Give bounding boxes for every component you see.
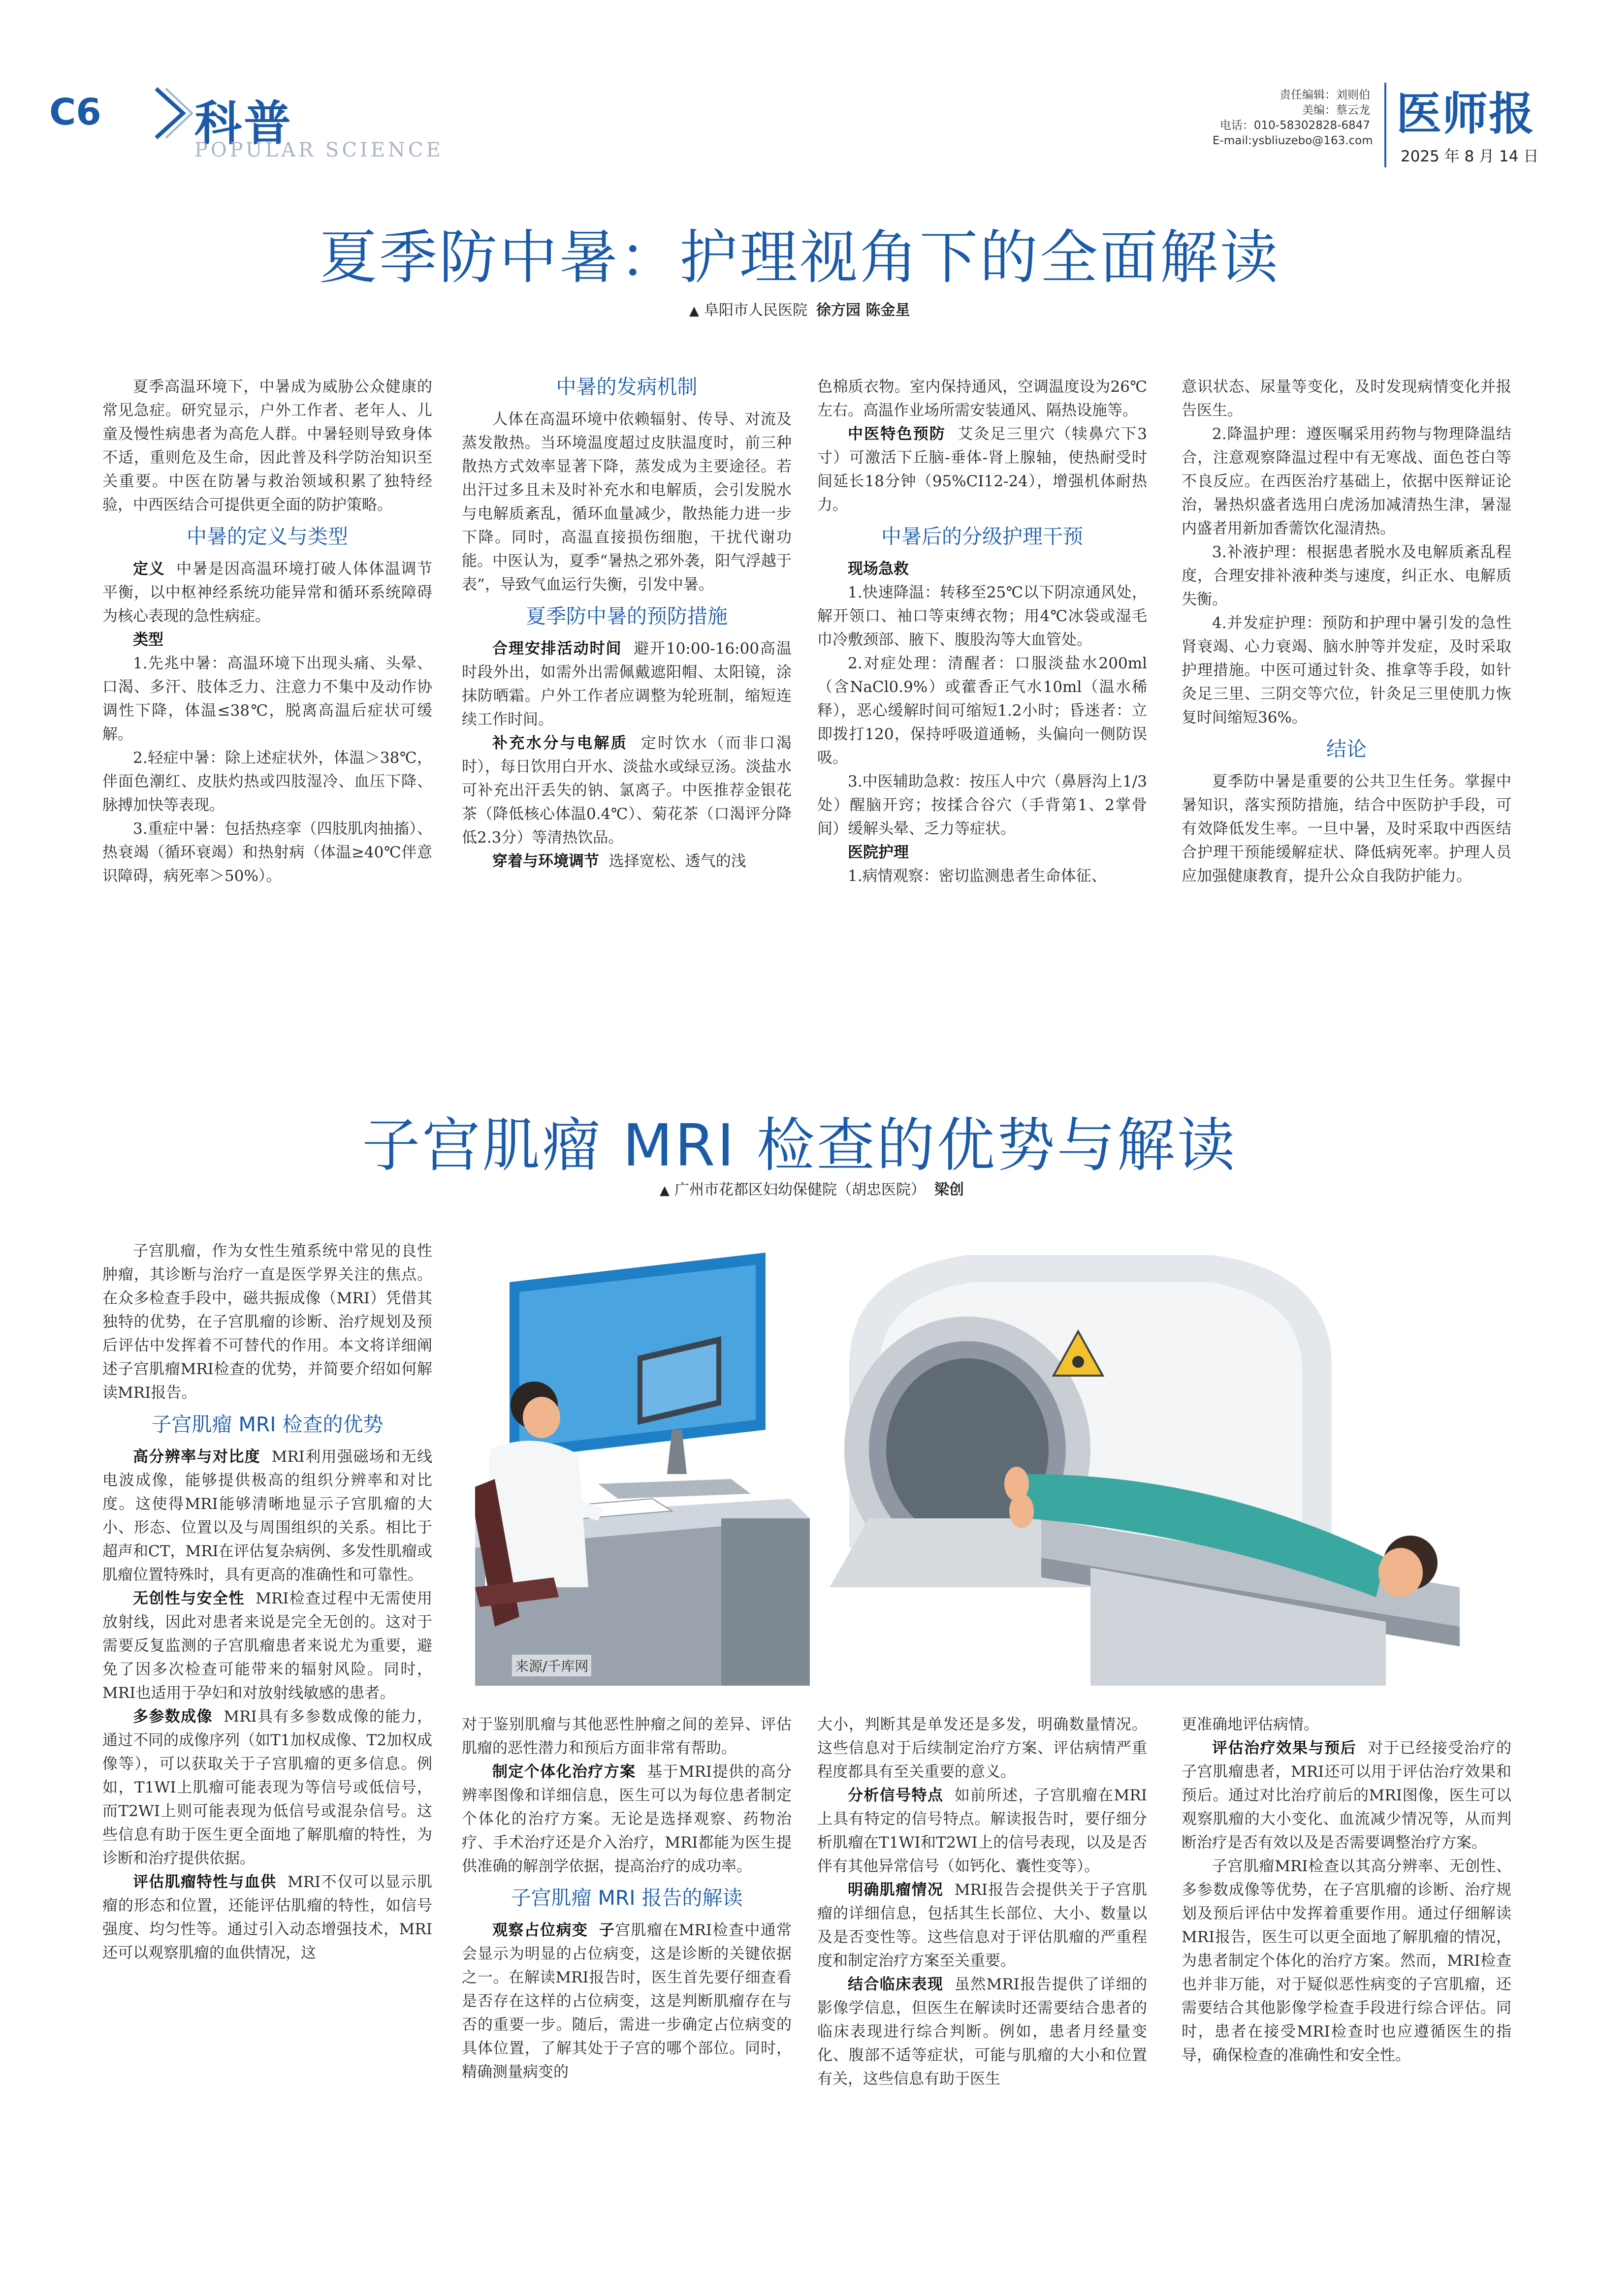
run-in-heading: 结合临床表现: [848, 1976, 944, 1993]
paragraph: 大小，判断其是单发还是多发，明确数量情况。这些信息对于后续制定治疗方案、评估病情严重程度都具有至关重要的意义。: [817, 1716, 1147, 1781]
article2-column-2: [462, 1713, 792, 2084]
run-in-heading: 高分辨率与对比度: [133, 1448, 261, 1466]
newspaper-logo: 医师报: [1396, 88, 1535, 140]
subheading: 中暑后的分级护理干预: [881, 525, 1083, 548]
byline-org: 广州市花都区妇幼保健院（胡忠医院）: [674, 1181, 926, 1198]
chevron-right-icon: [149, 86, 193, 140]
credit-editor: 责任编辑：刘则伯: [1279, 89, 1370, 101]
run-in-heading: 穿着与环境调节: [492, 852, 599, 870]
page-number: C6: [49, 91, 101, 133]
paragraph-text: 艾灸足三里穴（犊鼻穴下3寸）可激活下丘脑-垂体-肾上腺轴，使热耐受时间延长18分钟（95%CI12-24），增强机体耐热力。: [817, 425, 1147, 514]
list-item: 1.先兆中暑：高温环境下出现头痛、头晕、口渴、多汗、肢体乏力、注意力不集中及动作协调性下降，体温≤38℃，脱离高温后症状可缓解。: [102, 655, 432, 743]
run-in-heading: 明确肌瘤情况: [848, 1881, 944, 1899]
article2-column-1: [102, 1239, 432, 1965]
subheading: 子宫肌瘤 MRI 报告的解读: [511, 1886, 743, 1910]
byline-authors: 徐方园 陈金星: [816, 302, 910, 319]
subheading: 结论: [1326, 737, 1367, 761]
paragraph: 对于鉴别肌瘤与其他恶性肿瘤之间的差异、评估肌瘤的恶性潜力和预后方面非常有帮助。: [462, 1716, 792, 1757]
article2-column-3: [817, 1713, 1147, 2091]
paragraph: 子宫肌瘤，作为女性生殖系统中常见的良性肿瘤，其诊断与治疗一直是医学界关注的焦点。在众多检查手段中，磁共振成像（MRI）凭借其独特的优势，在子宫肌瘤的诊断、治疗规划及预后评估中发挥着不可替代的作用。本文将详细阐述子宫肌瘤MRI检查的优势，并简要介绍如何解读MRI报告。: [102, 1242, 432, 1402]
run-in-heading-char: 子: [599, 1921, 615, 1939]
paragraph-text: 如前所述，子宫肌瘤在MRI上具有特定的信号特点。解读报告时，要仔细分析肌瘤在T1WI和T2WI上的信号表现，以及是否伴有其他异常信号（如钙化、囊性变等）。: [817, 1787, 1148, 1875]
article1-title: 夏季防中暑：护理视角下的全面解读: [319, 223, 1280, 291]
article1-column-2: [462, 375, 792, 873]
run-in-heading: 医院护理: [848, 844, 909, 861]
list-item: 3.中医辅助急救：按压人中穴（鼻唇沟上1/3处）醒脑开窍；按揉合谷穴（手背第1、2掌骨间）缓解头晕、乏力等症状。: [817, 773, 1147, 838]
list-item: 4.并发症护理：预防和护理中暑引发的急性肾衰竭、心力衰竭、脑水肿等并发症，及时采取护理措施。中医可通过针灸、推拿等手段，如针灸足三里、三阴交等穴位，针灸足三里使肌力恢复时间缩短36%。: [1182, 614, 1511, 726]
mri-scene-image: [475, 1243, 1504, 1686]
mri-illustration: [475, 1243, 1504, 1686]
run-in-heading: 合理安排活动时间: [492, 640, 622, 658]
paragraph-text: 定时饮水（而非口渴时），每日饮用白开水、淡盐水或绿豆汤。淡盐水可补充出汗丢失的钠、氯离子。中医推荐金银花茶（降低核心体温0.4℃）、菊花茶（口渴评分降低2.3分）等清热饮品。: [462, 734, 792, 847]
paragraph: 意识状态、尿量等变化，及时发现病情变化并报告医生。: [1182, 378, 1511, 419]
run-in-heading: 中医特色预防: [848, 425, 946, 443]
paragraph-text: 虽然MRI报告提供了详细的影像学信息，但医生在解读时还需要结合患者的临床表现进行综合判断。例如，患者月经量变化、腹部不适等症状，可能与肌瘤的大小和位置有关，这些信息有助于医生: [817, 1976, 1148, 2088]
subheading: 中暑的发病机制: [556, 375, 698, 399]
article2-byline: [660, 1177, 964, 1199]
article1-column-1: [102, 375, 432, 888]
list-item: 2.轻症中暑：除上述症状外，体温＞38℃，伴面色潮红、皮肤灼热或四肢湿冷、血压下降、脉搏加快等表现。: [102, 749, 432, 814]
byline-authors: 梁创: [934, 1181, 964, 1198]
section-title: 科普: [194, 96, 293, 151]
paragraph-text: 宫肌瘤在MRI检查中通常会显示为明显的占位病变，这是诊断的关键依据之一。在解读MRI报告时，医生首先要仔细查看是否存在这样的占位病变，这是判断肌瘤存在与否的重要一步。随后，需进一步确定占位病变的具体位置，了解其处于子宫的哪个部位。同时，精确测量病变的: [462, 1921, 792, 2081]
run-in-heading: 补充水分与电解质: [492, 734, 628, 752]
run-in-heading: 制定个体化治疗方案: [492, 1763, 636, 1781]
subheading: 中暑的定义与类型: [187, 525, 348, 548]
paragraph-text: MRI具有多参数成像的能力，通过不同的成像序列（如T1加权成像、T2加权成像等），可以获取关于子宫肌瘤的更多信息。例如，T1WI上肌瘤可能表现为等信号或低信号，而T2WI上则可能表现为低信号或混杂信号。这些信息有助于医生更全面地了解肌瘤的特性，为诊断和治疗提供依据。: [102, 1708, 432, 1867]
header-divider: [1384, 83, 1386, 167]
run-in-heading: 分析信号特点: [848, 1787, 944, 1804]
run-in-heading: 现场急救: [848, 560, 909, 578]
credit-phone: 电话：010-58302828-6847: [1219, 119, 1370, 132]
article1-column-3: [817, 375, 1147, 888]
article1-byline: [689, 298, 910, 319]
editor-credits: [1213, 88, 1373, 149]
issue-date: 2025 年 8 月 14 日: [1401, 148, 1539, 165]
list-item: 2.对症处理：清醒者：口服淡盐水200ml（含NaCl0.9%）或藿香正气水10ml（温水稀释），恶心缓解时间可缩短1.2小时；昏迷者：立即拨打120，保持呼吸道通畅，头偏向一侧防误吸。: [817, 655, 1147, 767]
paragraph-text: 中暑是因高温环境打破人体体温调节平衡，以中枢神经系统功能异常和循环系统障碍为核心表现的急性病症。: [102, 560, 432, 625]
paragraph-text: 对于已经接受治疗的子宫肌瘤患者，MRI还可以用于评估治疗效果和预后。通过对比治疗前后的MRI图像，医生可以观察肌瘤的大小变化、血流减少情况等，从而判断治疗是否有效以及是否需要调整治疗方案。: [1182, 1739, 1511, 1852]
run-in-heading: 定义: [133, 560, 165, 578]
paragraph: 子宫肌瘤MRI检查以其高分辨率、无创性、多参数成像等优势，在子宫肌瘤的诊断、治疗规划及预后评估中发挥着重要作用。通过仔细解读MRI报告，医生可以更全面地了解肌瘤的情况，为患者制定个体化的治疗方案。然而，MRI检查也并非万能，对于疑似恶性病变的子宫肌瘤，还需要结合其他影像学检查手段进行综合评估。同时，患者在接受MRI检查时也应遵循医生的指导，确保检查的准确性和安全性。: [1182, 1857, 1511, 2064]
list-item: 1.快速降温：转移至25℃以下阴凉通风处，解开领口、袖口等束缚衣物；用4℃冰袋或湿毛巾冷敷颈部、腋下、腹股沟等大血管处。: [817, 584, 1147, 649]
paragraph: 人体在高温环境中依赖辐射、传导、对流及蒸发散热。当环境温度超过皮肤温度时，前三种散热方式效率显著下降，蒸发成为主要途径。若出汗过多且未及时补充水和电解质，会引发脱水与电解质紊乱，循环血量减少，散热能力进一步下降。同时，高温直接损伤细胞，干扰代谢功能。中医认为，夏季“暑热之邪外袭，阳气浮越于表”，导致气血运行失衡，引发中暑。: [462, 410, 792, 594]
credit-email: E-mail:ysbliuzebo@163.com: [1213, 134, 1373, 147]
list-item: 3.补液护理：根据患者脱水及电解质紊乱程度，合理安排补液种类与速度，纠正水、电解质失衡。: [1182, 543, 1511, 608]
subheading: 夏季防中暑的预防措施: [526, 604, 728, 628]
paragraph-text: MRI利用强磁场和无线电波成像，能够提供极高的组织分辨率和对比度。这使得MRI能够清晰地显示子宫肌瘤的大小、形态、位置以及与周围组织的关系。相比于超声和CT，MRI在评估复杂病例、多发性肌瘤或肌瘤位置特殊时，具有更高的准确性和可靠性。: [102, 1448, 432, 1584]
paragraph-text: MRI检查过程中无需使用放射线，因此对患者来说是完全无创的。这对于需要反复监测的子宫肌瘤患者来说尤为重要，避免了因多次检查可能带来的辐射风险。同时，MRI也适用于孕妇和对放射线敏感的患者。: [102, 1590, 433, 1702]
run-in-heading: 无创性与安全性: [133, 1590, 245, 1607]
run-in-heading: 多参数成像: [133, 1708, 213, 1726]
section-subtitle: POPULAR SCIENCE: [194, 139, 444, 161]
paragraph: 夏季高温环境下，中暑成为威胁公众健康的常见急症。研究显示，户外工作者、老年人、儿童及慢性病患者为高危人群。中暑轻则导致身体不适，重则危及生命，因此普及科学防治知识至关重要。中医在防暑与救治领域积累了独特经验，中西医结合可提供更全面的防护策略。: [102, 378, 432, 514]
article1-column-4: [1182, 375, 1511, 888]
triangle-icon: ▲: [660, 1183, 670, 1198]
run-in-heading: 评估肌瘤特性与血供: [133, 1873, 277, 1891]
article2-title: 子宫肌瘤 MRI 检查的优势与解读: [362, 1111, 1237, 1179]
list-item: 2.降温护理：遵医嘱采用药物与物理降温结合，注意观察降温过程中有无寒战、面色苍白等不良反应。在西医治疗基础上，依据中医辩证论治，暑热炽盛者选用白虎汤加减清热生津，暑湿内盛者用新加香薷饮化湿清热。: [1182, 425, 1511, 537]
paragraph-text: 避开10:00-16:00高温时段外出，如需外出需佩戴遮阳帽、太阳镜，涂抹防晒霜。户外工作者应调整为轮班制，缩短连续工作时间。: [462, 640, 792, 728]
paragraph: 色棉质衣物。室内保持通风，空调温度设为26℃左右。高温作业场所需安装通风、隔热设施等。: [817, 378, 1147, 419]
paragraph: 更准确地评估病情。: [1182, 1716, 1319, 1733]
paragraph: 夏季防中暑是重要的公共卫生任务。掌握中暑知识，落实预防措施，结合中医防护手段，可有效降低发生率。一旦中暑，及时采取中西医结合护理干预能缓解症状、降低病死率。护理人员应加强健康教育，提升公众自我防护能力。: [1182, 773, 1511, 885]
image-caption: 来源/千库网: [512, 1655, 591, 1676]
run-in-heading: 评估治疗效果与预后: [1212, 1739, 1357, 1757]
run-in-heading: 观察占位病变: [492, 1921, 588, 1939]
list-item: 1.病情观察：密切监测患者生命体征、: [848, 867, 1107, 885]
paragraph-text: 基于MRI提供的高分辨率图像和详细信息，医生可以为每位患者制定个体化的治疗方案。无论是选择观察、药物治疗、手术治疗还是介入治疗，MRI都能为医生提供准确的解剖学依据，提高治疗的成功率。: [462, 1763, 792, 1875]
paragraph-text: 选择宽松、透气的浅: [608, 852, 746, 870]
credit-designer: 美编：蔡云龙: [1302, 104, 1370, 117]
subheading: 子宫肌瘤 MRI 检查的优势: [151, 1413, 384, 1436]
byline-org: 阜阳市人民医院: [704, 302, 807, 319]
triangle-icon: ▲: [689, 304, 699, 318]
list-item: 3.重症中暑：包括热痉挛（四肢肌肉抽搐）、热衰竭（循环衰竭）和热射病（体温≥40℃伴意识障碍，病死率＞50%）。: [102, 820, 432, 885]
run-in-heading: 类型: [133, 631, 163, 649]
paragraph-text: MRI报告会提供关于子宫肌瘤的详细信息，包括其生长部位、大小、数量以及是否变性等。这些信息对于评估肌瘤的严重程度和制定治疗方案至关重要。: [817, 1881, 1148, 1970]
article2-column-4: [1182, 1713, 1511, 2067]
paragraph-text: MRI不仅可以显示肌瘤的形态和位置，还能评估肌瘤的特性，如信号强度、均匀性等。通过引入动态增强技术，MRI还可以观察肌瘤的血供情况，这: [102, 1873, 433, 1962]
